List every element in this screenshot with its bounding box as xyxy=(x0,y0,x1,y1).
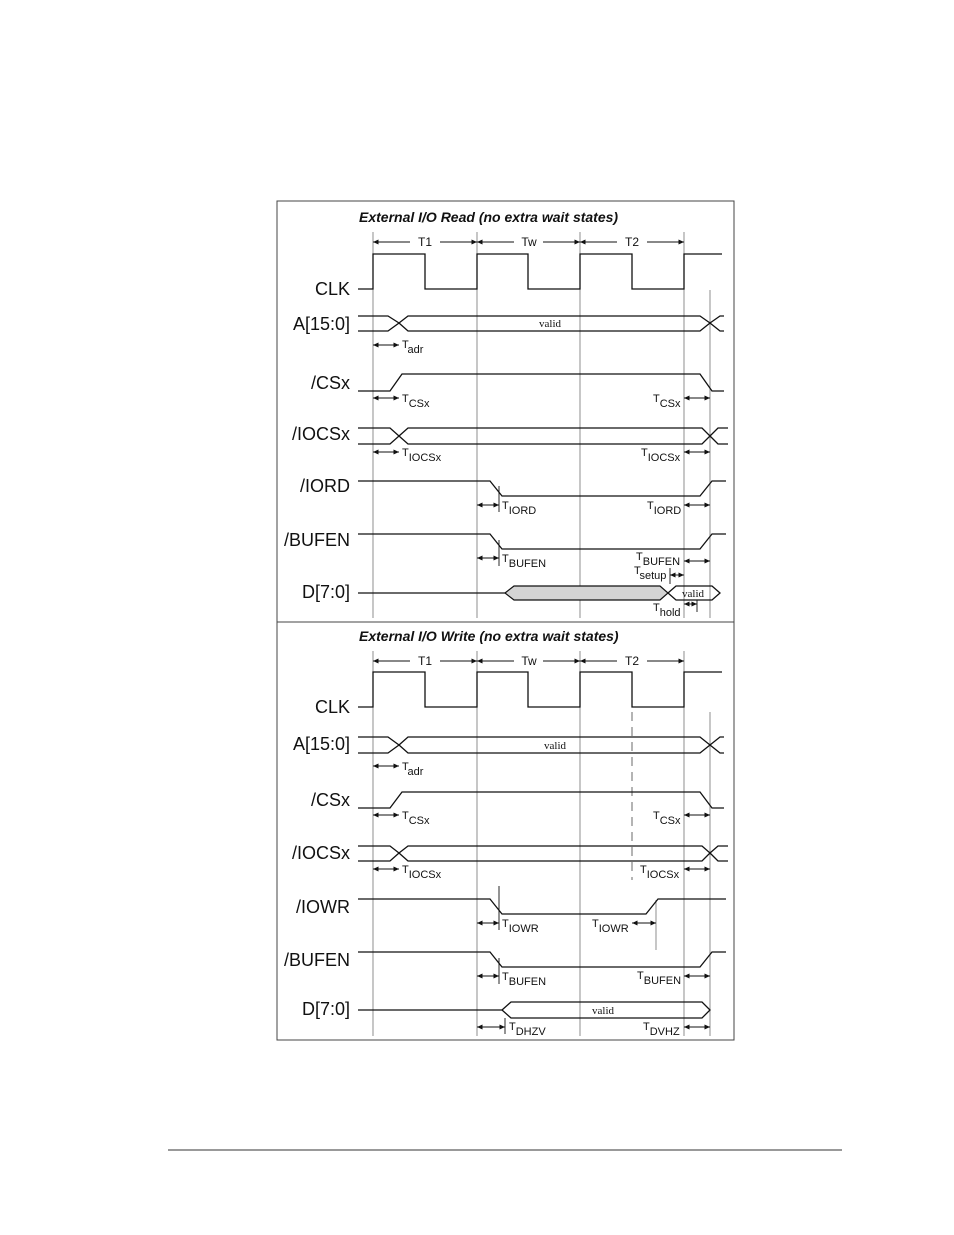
write-label-iowr: /IOWR xyxy=(296,897,350,917)
read-tcsx-left-label: $T_{CSx}$ xyxy=(402,393,430,410)
read-iord-waveform xyxy=(358,481,726,496)
read-tsetup-label: $T_{setup}$ xyxy=(634,565,667,582)
write-iocsx-right xyxy=(710,846,728,861)
write-label-bufen: /BUFEN xyxy=(283,950,350,970)
write-tiocsx-left-label: $T_{IOCSx}$ xyxy=(402,864,442,881)
read-phase-t1: T1 xyxy=(417,235,433,249)
write-clk-waveform xyxy=(358,672,722,707)
write-addr-valid-label: valid xyxy=(544,740,566,752)
write-tdhzv-label: $T_{DHZV}$ xyxy=(509,1021,546,1038)
write-tiowr-right-label: $T_{IOWR}$ xyxy=(592,918,629,935)
write-iowr-waveform xyxy=(358,899,726,914)
read-label-clk: CLK xyxy=(314,279,350,299)
write-tiowr-left-label: $T_{IOWR}$ xyxy=(502,918,539,935)
write-phase-tw: Tw xyxy=(521,654,537,668)
read-tcsx-right-label: $T_{CSx}$ xyxy=(653,393,681,410)
write-tbufen-right-label: $T_{BUFEN}$ xyxy=(637,970,682,987)
read-addr-valid-label: valid xyxy=(539,318,561,330)
read-addr-bus-left xyxy=(358,316,399,331)
write-addr-bus-right xyxy=(710,737,724,753)
write-bufen-waveform xyxy=(358,952,726,967)
read-clk-waveform xyxy=(358,254,722,289)
read-label-addr: A[15:0] xyxy=(292,314,350,334)
read-data-transition-bus xyxy=(505,586,668,600)
write-phase-t2: T2 xyxy=(624,654,640,668)
write-tcsx-right-label: $T_{CSx}$ xyxy=(653,810,681,827)
write-tiocsx-right-label: $T_{IOCSx}$ xyxy=(640,864,680,881)
write-tadr-label: $T_{adr}$ xyxy=(402,761,424,778)
read-label-iord: /IORD xyxy=(299,476,350,496)
read-iocsx-left xyxy=(358,428,399,444)
read-title: External I/O Read (no extra wait states) xyxy=(359,209,619,225)
read-iocsx-middle xyxy=(399,428,710,444)
read-tbufen-left-label: $T_{BUFEN}$ xyxy=(502,553,547,570)
write-csx-waveform xyxy=(358,792,724,808)
write-tbufen-left-label: $T_{BUFEN}$ xyxy=(502,971,547,988)
write-label-clk: CLK xyxy=(314,697,350,717)
read-phase-tw: Tw xyxy=(521,235,537,249)
read-data-valid-label: valid xyxy=(682,588,704,600)
write-phase-t1: T1 xyxy=(417,654,433,668)
read-tiord-right-label: $T_{IORD}$ xyxy=(647,500,682,517)
write-label-addr: A[15:0] xyxy=(292,734,350,754)
write-iocsx-left xyxy=(358,846,399,861)
write-addr-bus-left xyxy=(358,737,399,753)
read-label-iocsx: /IOCSx xyxy=(291,424,350,444)
write-label-data: D[7:0] xyxy=(301,999,350,1019)
read-label-data: D[7:0] xyxy=(301,582,350,602)
read-panel xyxy=(284,209,728,619)
write-label-iocsx: /IOCSx xyxy=(291,843,350,863)
read-tiord-left-label: $T_{IORD}$ xyxy=(502,500,537,517)
write-title: External I/O Write (no extra wait states) xyxy=(359,628,619,644)
read-phase-t2: T2 xyxy=(624,235,640,249)
read-tiocsx-right-label: $T_{IOCSx}$ xyxy=(641,447,681,464)
read-tiocsx-left-label: $T_{IOCSx}$ xyxy=(402,447,442,464)
read-tadr-label: $T_{adr}$ xyxy=(402,339,424,356)
read-label-csx: /CSx xyxy=(310,373,350,393)
read-bufen-waveform xyxy=(358,534,726,549)
read-thold-label: $T_{hold}$ xyxy=(653,602,681,619)
write-data-valid-label: valid xyxy=(592,1005,614,1017)
write-iocsx-middle xyxy=(399,846,710,861)
read-csx-waveform xyxy=(358,374,724,391)
read-tbufen-right-label: $T_{BUFEN}$ xyxy=(636,551,681,568)
write-tcsx-left-label: $T_{CSx}$ xyxy=(402,810,430,827)
write-label-csx: /CSx xyxy=(310,790,350,810)
read-label-bufen: /BUFEN xyxy=(283,530,350,550)
read-addr-bus-right xyxy=(710,316,724,331)
read-iocsx-right xyxy=(710,428,728,444)
write-panel xyxy=(284,628,728,1038)
write-tdvhz-label: $T_{DVHZ}$ xyxy=(643,1021,680,1038)
